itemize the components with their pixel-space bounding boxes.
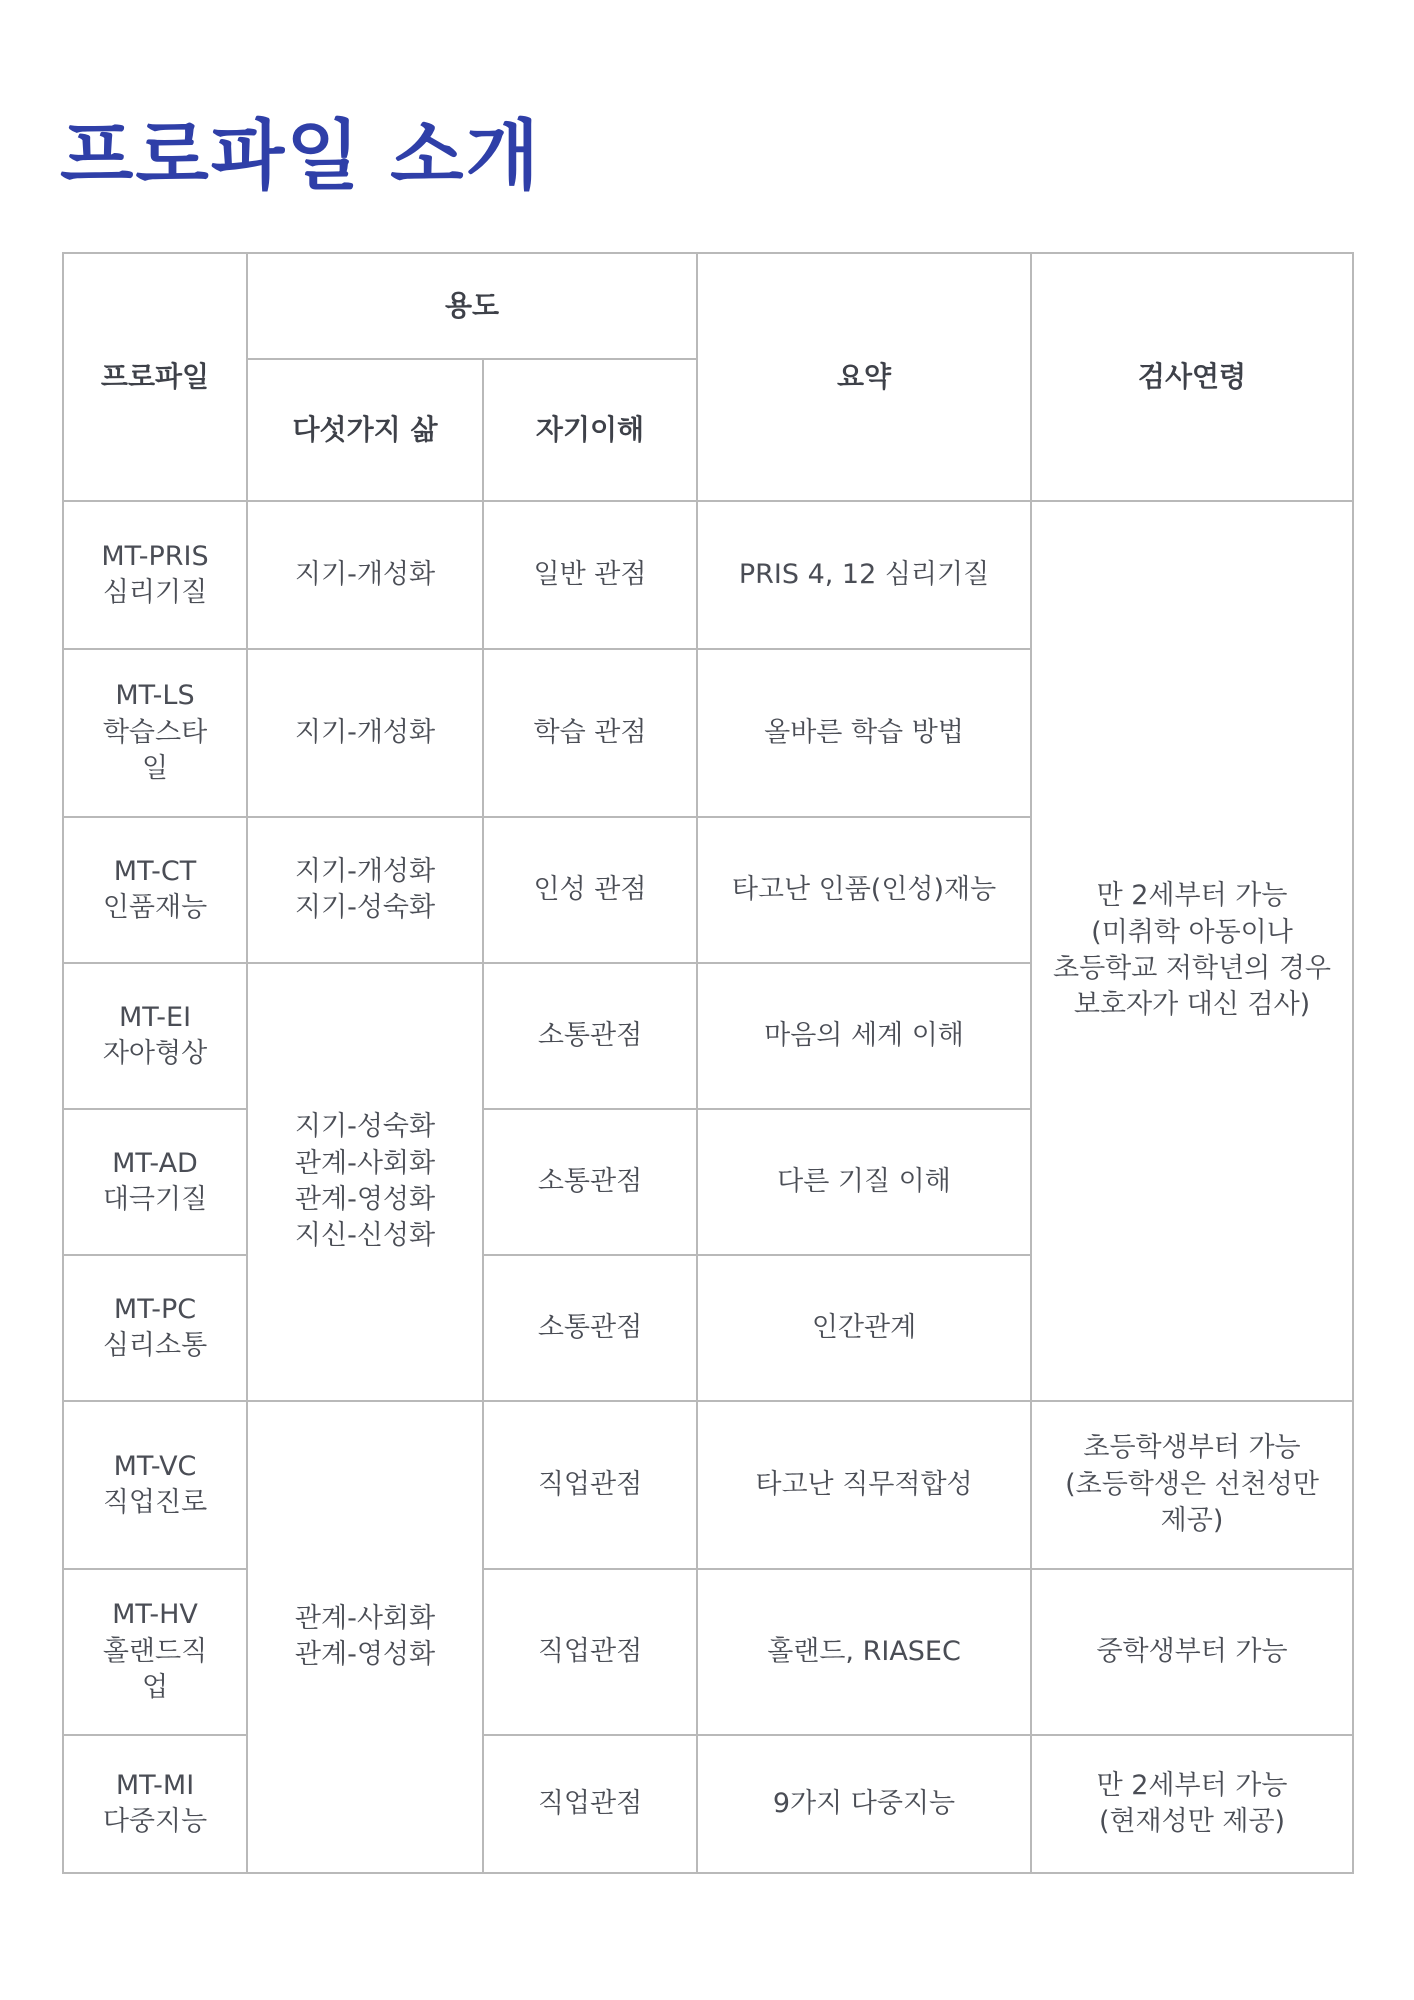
cell-profile: MT-CT 인품재능 — [63, 817, 247, 963]
cell-five-lives: 지기-개성화 지기-성숙화 — [247, 817, 483, 963]
cell-profile: MT-PC 심리소통 — [63, 1255, 247, 1401]
header-test-age: 검사연령 — [1031, 253, 1353, 501]
cell-five-lives: 지기-성숙화 관계-사회화 관계-영성화 지신-신성화 — [247, 963, 483, 1401]
header-summary: 요약 — [697, 253, 1031, 501]
cell-profile: MT-PRIS 심리기질 — [63, 501, 247, 649]
cell-profile: MT-AD 대극기질 — [63, 1109, 247, 1255]
table-row — [63, 1401, 1353, 1569]
cell-perspective: 소통관점 — [483, 1255, 697, 1401]
cell-perspective: 직업관점 — [483, 1735, 697, 1873]
cell-summary: 올바른 학습 방법 — [697, 649, 1031, 817]
header-self-understanding: 자기이해 — [483, 359, 697, 501]
cell-perspective: 직업관점 — [483, 1569, 697, 1735]
cell-profile: MT-EI 자아형상 — [63, 963, 247, 1109]
header-profile: 프로파일 — [63, 253, 247, 501]
profile-table — [62, 252, 1354, 1874]
cell-perspective: 소통관점 — [483, 1109, 697, 1255]
cell-perspective: 인성 관점 — [483, 817, 697, 963]
cell-profile: MT-LS 학습스타 일 — [63, 649, 247, 817]
cell-profile: MT-HV 홀랜드직 업 — [63, 1569, 247, 1735]
cell-five-lives: 지기-개성화 — [247, 649, 483, 817]
cell-summary: PRIS 4, 12 심리기질 — [697, 501, 1031, 649]
cell-summary: 홀랜드, RIASEC — [697, 1569, 1031, 1735]
cell-profile: MT-VC 직업진로 — [63, 1401, 247, 1569]
cell-five-lives: 관계-사회화 관계-영성화 — [247, 1401, 483, 1873]
cell-test-age: 만 2세부터 가능 (현재성만 제공) — [1031, 1735, 1353, 1873]
cell-perspective: 직업관점 — [483, 1401, 697, 1569]
cell-summary: 9가지 다중지능 — [697, 1735, 1031, 1873]
header-usage: 용도 — [247, 253, 697, 359]
cell-test-age: 초등학생부터 가능 (초등학생은 선천성만 제공) — [1031, 1401, 1353, 1569]
table-row — [63, 501, 1353, 649]
page-title: 프로파일 소개 — [60, 111, 541, 200]
cell-perspective: 일반 관점 — [483, 501, 697, 649]
cell-summary: 다른 기질 이해 — [697, 1109, 1031, 1255]
cell-summary: 타고난 직무적합성 — [697, 1401, 1031, 1569]
cell-summary: 인간관계 — [697, 1255, 1031, 1401]
cell-summary: 마음의 세계 이해 — [697, 963, 1031, 1109]
cell-summary: 타고난 인품(인성)재능 — [697, 817, 1031, 963]
cell-perspective: 소통관점 — [483, 963, 697, 1109]
cell-test-age: 중학생부터 가능 — [1031, 1569, 1353, 1735]
cell-five-lives: 지기-개성화 — [247, 501, 483, 649]
cell-perspective: 학습 관점 — [483, 649, 697, 817]
header-five-lives: 다섯가지 삶 — [247, 359, 483, 501]
cell-profile: MT-MI 다중지능 — [63, 1735, 247, 1873]
cell-test-age: 만 2세부터 가능 (미취학 아동이나 초등학교 저학년의 경우 보호자가 대신 검사) — [1031, 501, 1353, 1401]
